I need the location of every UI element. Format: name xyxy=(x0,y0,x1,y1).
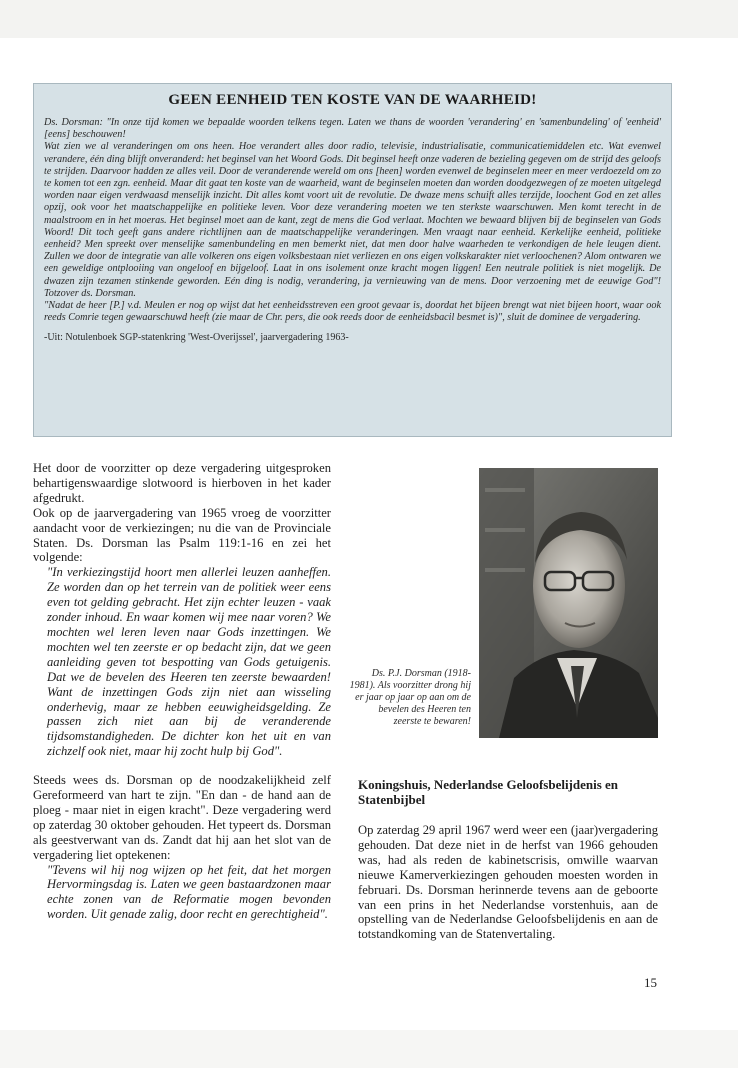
left-column xyxy=(33,461,331,922)
left-quote-1: "In verkiezingstijd hoort men allerlei leuzen aanheffen. Ze worden dan op het terrein van de politiek weer eens even tot gelding gebracht. Het zijn echter leuzen - vaak zonder inhoud. En waar komen wij mee naar voren? We mochten wel leren leven naar Gods inzettingen. We mochten wel ten zeerste er op bedacht zijn, dat we geen aanleiding geven tot bespotting van Gods getuigenis. Dat we de bevelen des Heeren ten zeerste bewaarden! Want de inzettingen Gods zijn niet aan wisseling onderhevig, maar ze hebben eeuwigheidsgelding. Ze passen zich niet aan bij de veranderende tijdsomstandigheden. De dichter kon het uit en van zichzelf ook niet, maar hij zocht hulp bij God". xyxy=(47,565,331,759)
box-paragraph-2: Wat zien we al veranderingen om ons heen. Hoe verandert alles door radio, televisie, industrialisatie, communicatiemiddelen etc. Wat evenwel verandere, één ding blijft onveranderd: het beginsel van het Woord Gods. Dit beginsel heeft onze vaderen de bezieling gegeven om de strijd des geloofs te strijden. Daarvoor hadden ze alles veil. Door de veranderende wereld om ons [heen] worden evenwel de beginselen meer en meer verdoezeld om zo te komen tot een zgn. eenheid. Maar dit gaat ten koste van de waarheid, want de beginselen moeten dan worden doodgezwegen of ze moeten uitgelegd worden naar eigen verdwaasd menselijk inzicht. Dit alles komt voort uit de revolutie. De dwaze mens schuift alles terzijde, loochent God en zet alles opzij, ook voor het maatschappelijke en politieke leven. Voor deze verandering moeten we ten sterkste waarschuwen. Men komt terecht in de maalstroom en in het moeras. Het beginsel moet aan de kant, zegt de mens die God verlaat. Mochten we bewaard blijven bij de beginselen van Gods Woord! Dit toch geeft gans andere richtlijnen aan de maatschappelijke veranderingen. Men vraagt naar eenheid. Kerkelijke eenheid, politieke eenheid? Men spreekt over menselijke samenbundeling en men bemerkt niet, dat men door halve waarheden te verkondigen de hele leugen dient. Zullen we door de integratie van alle volkeren ons eigen volksbestaan niet verliezen en ons eigen volkskarakter niet verloochenen? Alom ontwaren we een geweldige ontplooiing van ongeloof en bijgeloof. Laat in ons isolement onze kracht mogen liggen! Een neutrale politiek is niet mogelijk. De dwazen zijn tezamen stinkende geworden. Eén ding is nodig, verandering, ja vernieuwing van de mens. Door verzoening met de eeuwige God"! Totzover ds. Dorsman. xyxy=(44,141,661,299)
quote-box xyxy=(33,83,672,437)
box-paragraph-1: Ds. Dorsman: "In onze tijd komen we bepaalde woorden telkens tegen. Laten we thans de woorden 'verandering' en 'samenbundeling' of 'eenheid' [eens] beschouwen! xyxy=(44,117,661,141)
left-paragraph-2: Ook op de jaarvergadering van 1965 vroeg de voorzitter aandacht voor de verkiezingen; nu die van de Provinciale Staten. Ds. Dorsman las Psalm 119:1-16 en zei het volgende: xyxy=(33,505,331,565)
left-paragraph-3: Steeds wees ds. Dorsman op de noodzakelijkheid zelf Gereformeerd van hart te zijn. "En dan - de hand aan de ploeg - maar niet in eigen kracht". Deze vergadering werd op zaterdag 30 oktober gehouden. Het typeert ds. Dorsman als geestverwant van ds. Zandt dat hij aan het slot van de vergadering liet optekenen: xyxy=(33,773,331,862)
page-number: 15 xyxy=(644,975,657,990)
box-body xyxy=(44,117,661,324)
box-paragraph-3: "Nadat de heer [P.] v.d. Meulen er nog op wijst dat het eenheidsstreven een groot gevaar is, doordat het bijeen brengt wat niet bijeen hoort, waar ook reeds Comrie tegen gewaarschuwd heeft (zie maar de Chr. pers, die ook reeds door de eenheidsbacil besmet is)", sluit de dominee de vergadering. xyxy=(44,300,661,324)
box-title: GEEN EENHEID TEN KOSTE VAN DE WAARHEID! xyxy=(168,92,537,108)
box-source: -Uit: Notulenboek SGP-statenkring 'West-Overijssel', jaarvergadering 1963- xyxy=(44,332,349,344)
portrait-photo xyxy=(479,468,658,738)
right-column xyxy=(358,823,658,942)
page-top-margin xyxy=(0,0,738,38)
left-quote-2: "Tevens wil hij nog wijzen op het feit, dat het morgen Hervormingsdag is. Laten we geen bastaardzonen maar echte zonen van de Reformatie mogen bevonden worden. Uit genade zalig, door recht en gerechtigheid". xyxy=(47,862,331,922)
left-paragraph-1: Het door de voorzitter op deze vergadering uitgesproken behartigenswaardige slotwoord is hierboven in het kader afgedrukt. xyxy=(33,461,331,505)
photo-caption: Ds. P.J. Dorsman (1918-1981). Als voorzitter drong hij er jaar op jaar op aan om de bevelen des Heeren ten zeerste te bewaren! xyxy=(349,668,471,727)
section-heading: Koningshuis, Nederlandse Geloofsbelijdenis en Statenbijbel xyxy=(358,777,619,807)
page-bottom-margin xyxy=(0,1030,738,1068)
portrait-illustration xyxy=(479,468,658,738)
right-paragraph-1: Op zaterdag 29 april 1967 werd weer een (jaar)vergadering gehouden. Dat deze niet in de herfst van 1966 gehouden was, had als reden de kabinetscrisis, omwille waarvan nieuwe Kamerverkiezingen gehouden moesten worden in februari. Ds. Dorsman herinnerde tevens aan de geboorte van een prins in het Nederlandse vorstenhuis, aan de opstelling van de Nederlandse Geloofsbelijdenis en aan de totstandkoming van de Statenvertaling. xyxy=(358,823,658,942)
